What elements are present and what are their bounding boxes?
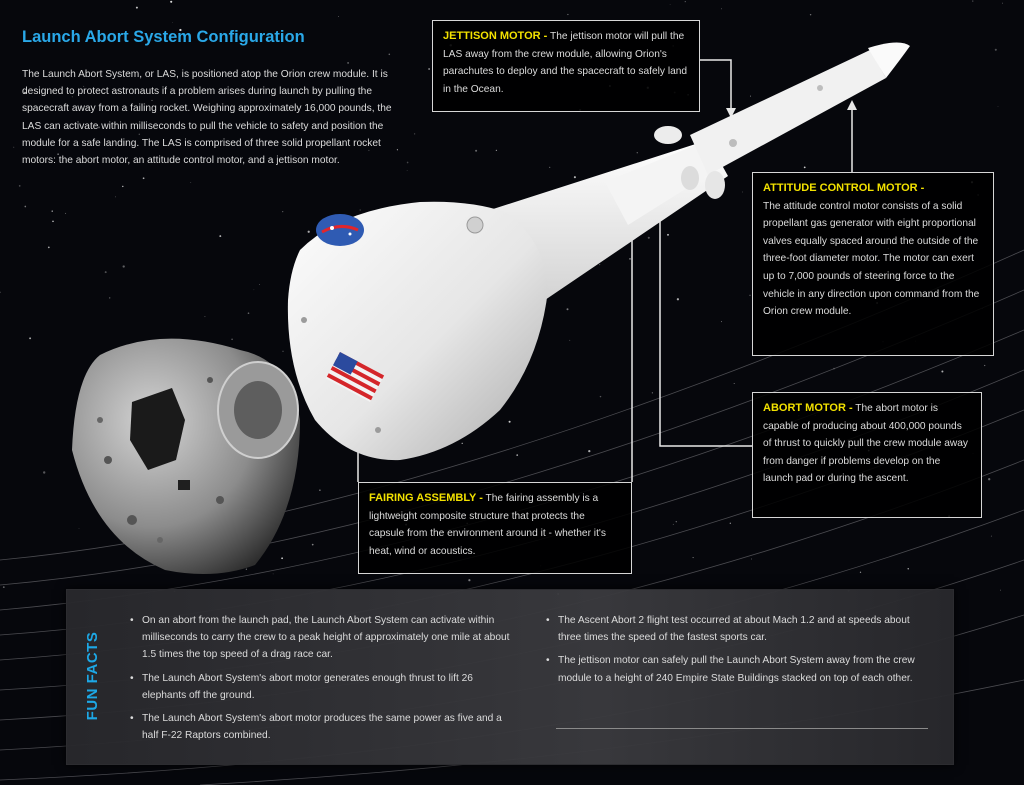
abort-motor-heading: ABORT MOTOR - [763, 402, 853, 414]
star [972, 1, 973, 2]
star [750, 96, 751, 97]
page-title: Launch Abort System Configuration [22, 28, 305, 46]
star [810, 14, 811, 15]
star [79, 528, 80, 529]
star [52, 210, 53, 211]
star [43, 471, 45, 473]
star [19, 185, 21, 187]
star [860, 572, 861, 573]
star [721, 8, 722, 9]
fun-fact-item: • The Launch Abort System's abort motor generates enough thrust to lift 26 elephants off the ground. [128, 670, 512, 704]
star [599, 264, 600, 265]
fun-fact-item: • The jettison motor can safely pull the Launch Abort System away from the crew module to a height of 240 Empire State Buildings stacked on top of each other. [544, 652, 934, 686]
star [991, 536, 992, 537]
star [468, 579, 470, 581]
star [751, 559, 752, 560]
star [428, 68, 430, 70]
star [407, 162, 409, 164]
fun-facts-label: FUN FACTS [84, 631, 101, 721]
star [248, 312, 250, 314]
star [273, 574, 274, 575]
star [574, 176, 576, 178]
star [475, 150, 477, 152]
star [13, 147, 14, 148]
star [319, 489, 320, 490]
intro-paragraph: The Launch Abort System, or LAS, is positioned atop the Orion crew module. It is designed to protect astronauts if a problem arises during launch by pulling the spacecraft away from a failing rocket. Weighing approximately 16,000 pounds, the LAS can activate within milliseconds to pull the vehicle to safety and position the module for a safe landing. The LAS is comprised of three solid propellant rocket motors: the abort motor, an attitude control motor, and a jettison motor. [22, 69, 392, 167]
fun-fact-item: • The Ascent Abort 2 flight test occurred at about Mach 1.2 and at speeds about three times the speed of the fastest sports car. [544, 612, 934, 646]
star [246, 569, 247, 570]
star [3, 586, 5, 588]
star [648, 237, 650, 239]
jettison-motor-callout [432, 20, 700, 112]
attitude-control-motor-heading: ATTITUDE CONTROL MOTOR - [763, 182, 925, 194]
star [259, 284, 260, 285]
star [941, 370, 943, 372]
star [360, 210, 361, 211]
star [804, 167, 806, 169]
star [730, 523, 731, 524]
star [29, 337, 31, 339]
star [637, 152, 638, 153]
star [347, 62, 349, 64]
abort-motor-text: The abort motor is capable of producing about 400,000 pounds of thrust to quickly pull the crew module away from danger if problems develop on the launch pad or during the ascent. [763, 403, 968, 485]
star [567, 14, 568, 15]
star [338, 16, 339, 17]
jettison-motor-heading: JETTISON MOTOR - [443, 30, 548, 42]
star [115, 197, 116, 198]
fun-fact-item: • The Launch Abort System's abort motor produces the same power as five and a half F-22 Raptors combined. [128, 710, 512, 744]
attitude-control-motor-callout [752, 172, 994, 356]
star [231, 338, 233, 340]
star [123, 265, 125, 267]
star [308, 231, 310, 233]
star [24, 206, 26, 208]
star [673, 524, 674, 525]
star [988, 478, 990, 480]
star [734, 383, 735, 384]
star [600, 396, 601, 397]
star [462, 443, 463, 444]
star [509, 421, 511, 423]
star [685, 1, 686, 2]
attitude-control-motor-text: The attitude control motor consists of a solid propellant gas generator with eight proportional valves equally spaced around the outside of the three-foot diameter motor. The motor can exert up to 7,000 pounds of steering force to the vehicle in any direction upon command from the Orion crew module. [763, 200, 980, 318]
star [172, 22, 173, 23]
fairing-assembly-text: The fairing assembly is a lightweight composite structure that protects the capsule from the environment around it - whether it's heat, wind or acoustics. [369, 493, 606, 557]
star [652, 392, 653, 393]
star [676, 521, 677, 522]
star [254, 289, 255, 290]
fun-facts-divider [556, 728, 928, 729]
star [312, 544, 314, 546]
star [569, 340, 570, 341]
star [549, 167, 550, 168]
fun-facts-right-list [544, 612, 934, 693]
star [1002, 3, 1003, 4]
orion-crew-module [72, 339, 300, 574]
star [389, 54, 391, 56]
star [414, 133, 415, 134]
star [496, 150, 497, 151]
abort-motor-callout [752, 392, 982, 518]
star [629, 258, 630, 259]
star [122, 186, 123, 187]
star [52, 221, 53, 222]
star [995, 49, 997, 51]
star [143, 177, 145, 179]
star [667, 234, 669, 236]
star [721, 321, 722, 322]
star [219, 235, 221, 237]
star [742, 192, 743, 193]
star [283, 351, 284, 352]
star [1000, 590, 1001, 591]
fairing-assembly-callout [358, 482, 632, 574]
star [693, 557, 694, 558]
star [282, 211, 283, 212]
star [670, 4, 671, 5]
star [407, 170, 408, 171]
star [516, 454, 518, 456]
star [998, 106, 999, 107]
star [0, 292, 1, 293]
star [105, 271, 107, 273]
star [677, 298, 679, 300]
star [204, 316, 205, 317]
star [48, 246, 50, 248]
star [749, 295, 750, 296]
star [190, 182, 191, 183]
jettison-motor-text: The jettison motor will pull the LAS away from the crew module, allowing Orion's parachutes to deploy and the spacecraft to safely land in the Ocean. [443, 31, 688, 95]
star [908, 568, 909, 569]
star [65, 213, 66, 214]
star [281, 557, 283, 559]
fun-facts-left-list [128, 612, 512, 750]
fun-fact-item: • On an abort from the launch pad, the Launch Abort System can activate within milliseconds to carry the crew to a peak height of approximately one mile at about 1.5 times the top speed of a drag race car. [128, 612, 512, 664]
star [984, 365, 985, 366]
star [136, 7, 138, 9]
star [170, 1, 172, 3]
star [588, 450, 590, 452]
star [567, 308, 569, 310]
star [109, 297, 110, 298]
fairing-assembly-heading: FAIRING ASSEMBLY - [369, 492, 483, 504]
